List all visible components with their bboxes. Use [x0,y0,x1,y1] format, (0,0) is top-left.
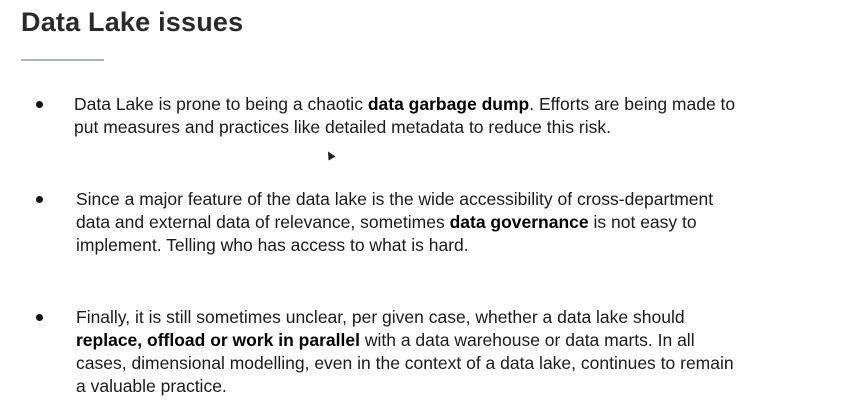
bullet-text [76,306,734,398]
bold-phrase: data garbage dump [367,94,530,114]
text-run: . Efforts are being made to [529,94,736,114]
title-underline [21,59,104,61]
bullet-line [74,93,735,116]
slide-title: Data Lake issues [21,7,244,37]
text-run: cases, dimensional modelling, even in the context of a data lake, continues to remain [76,353,734,373]
text-run: data and external data of relevance, sometimes [76,212,450,232]
text-run: with a data warehouse or data marts. In all [359,330,695,350]
bullet-line [76,234,713,257]
text-run: put measures and practices like detailed metadata to reduce this risk. [74,117,611,137]
bullet-line [76,375,734,398]
bullet-dot-icon [36,314,43,321]
bold-phrase: data governance [449,212,589,232]
text-run: implement. Telling who has access to what is hard. [76,235,469,255]
bullet-line [76,211,713,234]
bullet-text [76,188,713,257]
bullet-line [76,188,713,211]
text-run: a valuable practice. [76,376,227,396]
bullet-line [76,306,734,329]
bullet-line [74,116,735,139]
mouse-pointer-icon [325,150,336,161]
bullet-dot-icon [36,196,43,203]
bullet-line [76,352,734,375]
text-run: Since a major feature of the data lake is the wide accessibility of cross-department [76,189,714,209]
text-run: is not easy to [588,212,697,232]
text-run: Finally, it is still sometimes unclear, per given case, whether a data lake should [76,307,685,327]
text-run: Data Lake is prone to being a chaotic [74,94,368,114]
bullet-dot-icon [36,101,43,108]
bullet-line [76,329,734,352]
bold-phrase: replace, offload or work in parallel [76,330,360,350]
bullet-text [74,93,735,139]
